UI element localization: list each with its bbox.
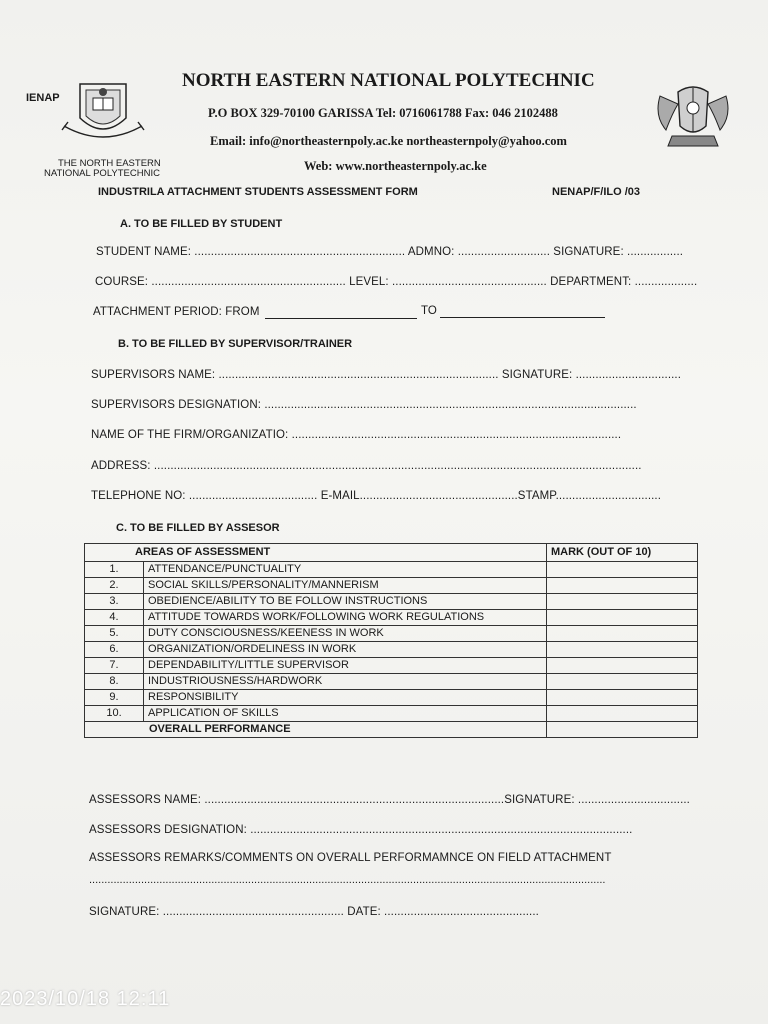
- assessor-name-field[interactable]: ASSESSORS NAME: ...........................................................................................SIGNATURE: ..................................: [89, 794, 690, 806]
- assessment-area: ATTITUDE TOWARDS WORK/FOLLOWING WORK REGULATIONS: [144, 610, 547, 626]
- supervisor-designation-field[interactable]: SUPERVISORS DESIGNATION: .................................................................................................................: [91, 399, 637, 411]
- areas-column-header: AREAS OF ASSESSMENT: [85, 544, 547, 562]
- logo-caption-line1: THE NORTH EASTERN: [58, 158, 161, 169]
- telephone-email-stamp-field[interactable]: TELEPHONE NO: ....................................... E-MAIL................................................STAMP................................: [91, 490, 662, 502]
- assessment-area: ATTENDANCE/PUNCTUALITY: [144, 562, 547, 578]
- mark-cell[interactable]: [547, 658, 698, 674]
- row-number: 2.: [85, 578, 144, 594]
- assessment-area: INDUSTRIOUSNESS/HARDWORK: [144, 674, 547, 690]
- assessment-area: SOCIAL SKILLS/PERSONALITY/MANNERISM: [144, 578, 547, 594]
- overall-row: [85, 722, 698, 738]
- table-row: [85, 658, 698, 674]
- row-number: 3.: [85, 594, 144, 610]
- form-reference-code: NENAP/F/ILO /03: [552, 186, 641, 198]
- section-b-title: B. TO BE FILLED BY SUPERVISOR/TRAINER: [118, 338, 353, 350]
- table-row: [85, 642, 698, 658]
- table-row: [85, 626, 698, 642]
- overall-mark-cell[interactable]: [547, 722, 698, 738]
- email-line: Email: info@northeasternpoly.ac.ke northeasternpoly@yahoo.com: [210, 134, 567, 148]
- overall-performance-label: OVERALL PERFORMANCE: [85, 722, 547, 738]
- row-number: 5.: [85, 626, 144, 642]
- address-field[interactable]: ADDRESS: ....................................................................................................................................................: [91, 460, 642, 472]
- institution-name: NORTH EASTERN NATIONAL POLYTECHNIC: [182, 70, 595, 91]
- attachment-period-to-label: TO: [421, 305, 437, 317]
- mark-cell[interactable]: [547, 578, 698, 594]
- row-number: 10.: [85, 706, 144, 722]
- mark-cell[interactable]: [547, 610, 698, 626]
- polytechnic-crest-icon: [60, 78, 146, 144]
- period-from-line[interactable]: [265, 318, 417, 319]
- assessment-area: APPLICATION OF SKILLS: [144, 706, 547, 722]
- assessment-area: DUTY CONSCIOUSNESS/KEENESS IN WORK: [144, 626, 547, 642]
- table-header-row: [85, 544, 698, 562]
- attachment-period-from-label: ATTACHMENT PERIOD: FROM: [93, 306, 260, 318]
- table-row: [85, 578, 698, 594]
- assessor-remarks-line[interactable]: .........................................................................................................................................................................: [89, 874, 606, 886]
- assessment-area: DEPENDABILITY/LITTLE SUPERVISOR: [144, 658, 547, 674]
- assessment-area: ORGANIZATION/ORDELINESS IN WORK: [144, 642, 547, 658]
- signature-date-field[interactable]: SIGNATURE: ....................................................... DATE: ...............................................: [89, 906, 539, 918]
- form-code-left: IENAP: [26, 92, 60, 104]
- coat-of-arms-icon: [648, 74, 738, 156]
- assessment-area: RESPONSIBILITY: [144, 690, 547, 706]
- row-number: 7.: [85, 658, 144, 674]
- assessor-remarks-label: ASSESSORS REMARKS/COMMENTS ON OVERALL PERFORMAMNCE ON FIELD ATTACHMENT: [89, 852, 612, 864]
- table-row: [85, 690, 698, 706]
- assessment-area: OBEDIENCE/ABILITY TO BE FOLLOW INSTRUCTIONS: [144, 594, 547, 610]
- firm-name-field[interactable]: NAME OF THE FIRM/ORGANIZATIO: ....................................................................................................: [91, 429, 622, 441]
- row-number: 9.: [85, 690, 144, 706]
- section-c-title: C. TO BE FILLED BY ASSESOR: [116, 522, 280, 534]
- table-row: [85, 610, 698, 626]
- mark-cell[interactable]: [547, 594, 698, 610]
- assessment-rows: [85, 562, 698, 722]
- mark-cell[interactable]: [547, 642, 698, 658]
- table-row: [85, 562, 698, 578]
- row-number: 6.: [85, 642, 144, 658]
- section-a-title: A. TO BE FILLED BY STUDENT: [120, 218, 283, 230]
- row-number: 4.: [85, 610, 144, 626]
- row-number: 8.: [85, 674, 144, 690]
- mark-cell[interactable]: [547, 706, 698, 722]
- mark-column-header: MARK (OUT OF 10): [547, 544, 698, 562]
- student-name-field[interactable]: STUDENT NAME: ................................................................ ADMNO: ............................ SIGNATURE: .................: [96, 246, 684, 258]
- table-row: [85, 674, 698, 690]
- assessment-table: [84, 543, 698, 738]
- form-title: INDUSTRILA ATTACHMENT STUDENTS ASSESSMENT FORM: [98, 186, 418, 198]
- period-to-line[interactable]: [440, 317, 605, 318]
- table-row: [85, 594, 698, 610]
- course-level-department-field[interactable]: COURSE: ........................................................... LEVEL: ............................................... DEPARTMENT: ...................: [95, 276, 698, 288]
- assessor-designation-field[interactable]: ASSESSORS DESIGNATION: ....................................................................................................................: [89, 824, 633, 836]
- mark-cell[interactable]: [547, 626, 698, 642]
- mark-cell[interactable]: [547, 690, 698, 706]
- table-row: [85, 706, 698, 722]
- mark-cell[interactable]: [547, 674, 698, 690]
- logo-caption-line2: NATIONAL POLYTECHNIC: [44, 168, 160, 179]
- postal-address: P.O BOX 329-70100 GARISSA Tel: 0716061788 Fax: 046 2102488: [208, 106, 558, 120]
- web-line: Web: www.northeasternpoly.ac.ke: [304, 159, 487, 173]
- mark-cell[interactable]: [547, 562, 698, 578]
- photo-timestamp: 2023/10/18 12:11: [0, 988, 171, 1010]
- row-number: 1.: [85, 562, 144, 578]
- supervisor-name-field[interactable]: SUPERVISORS NAME: ..................................................................................... SIGNATURE: ................................: [91, 369, 682, 381]
